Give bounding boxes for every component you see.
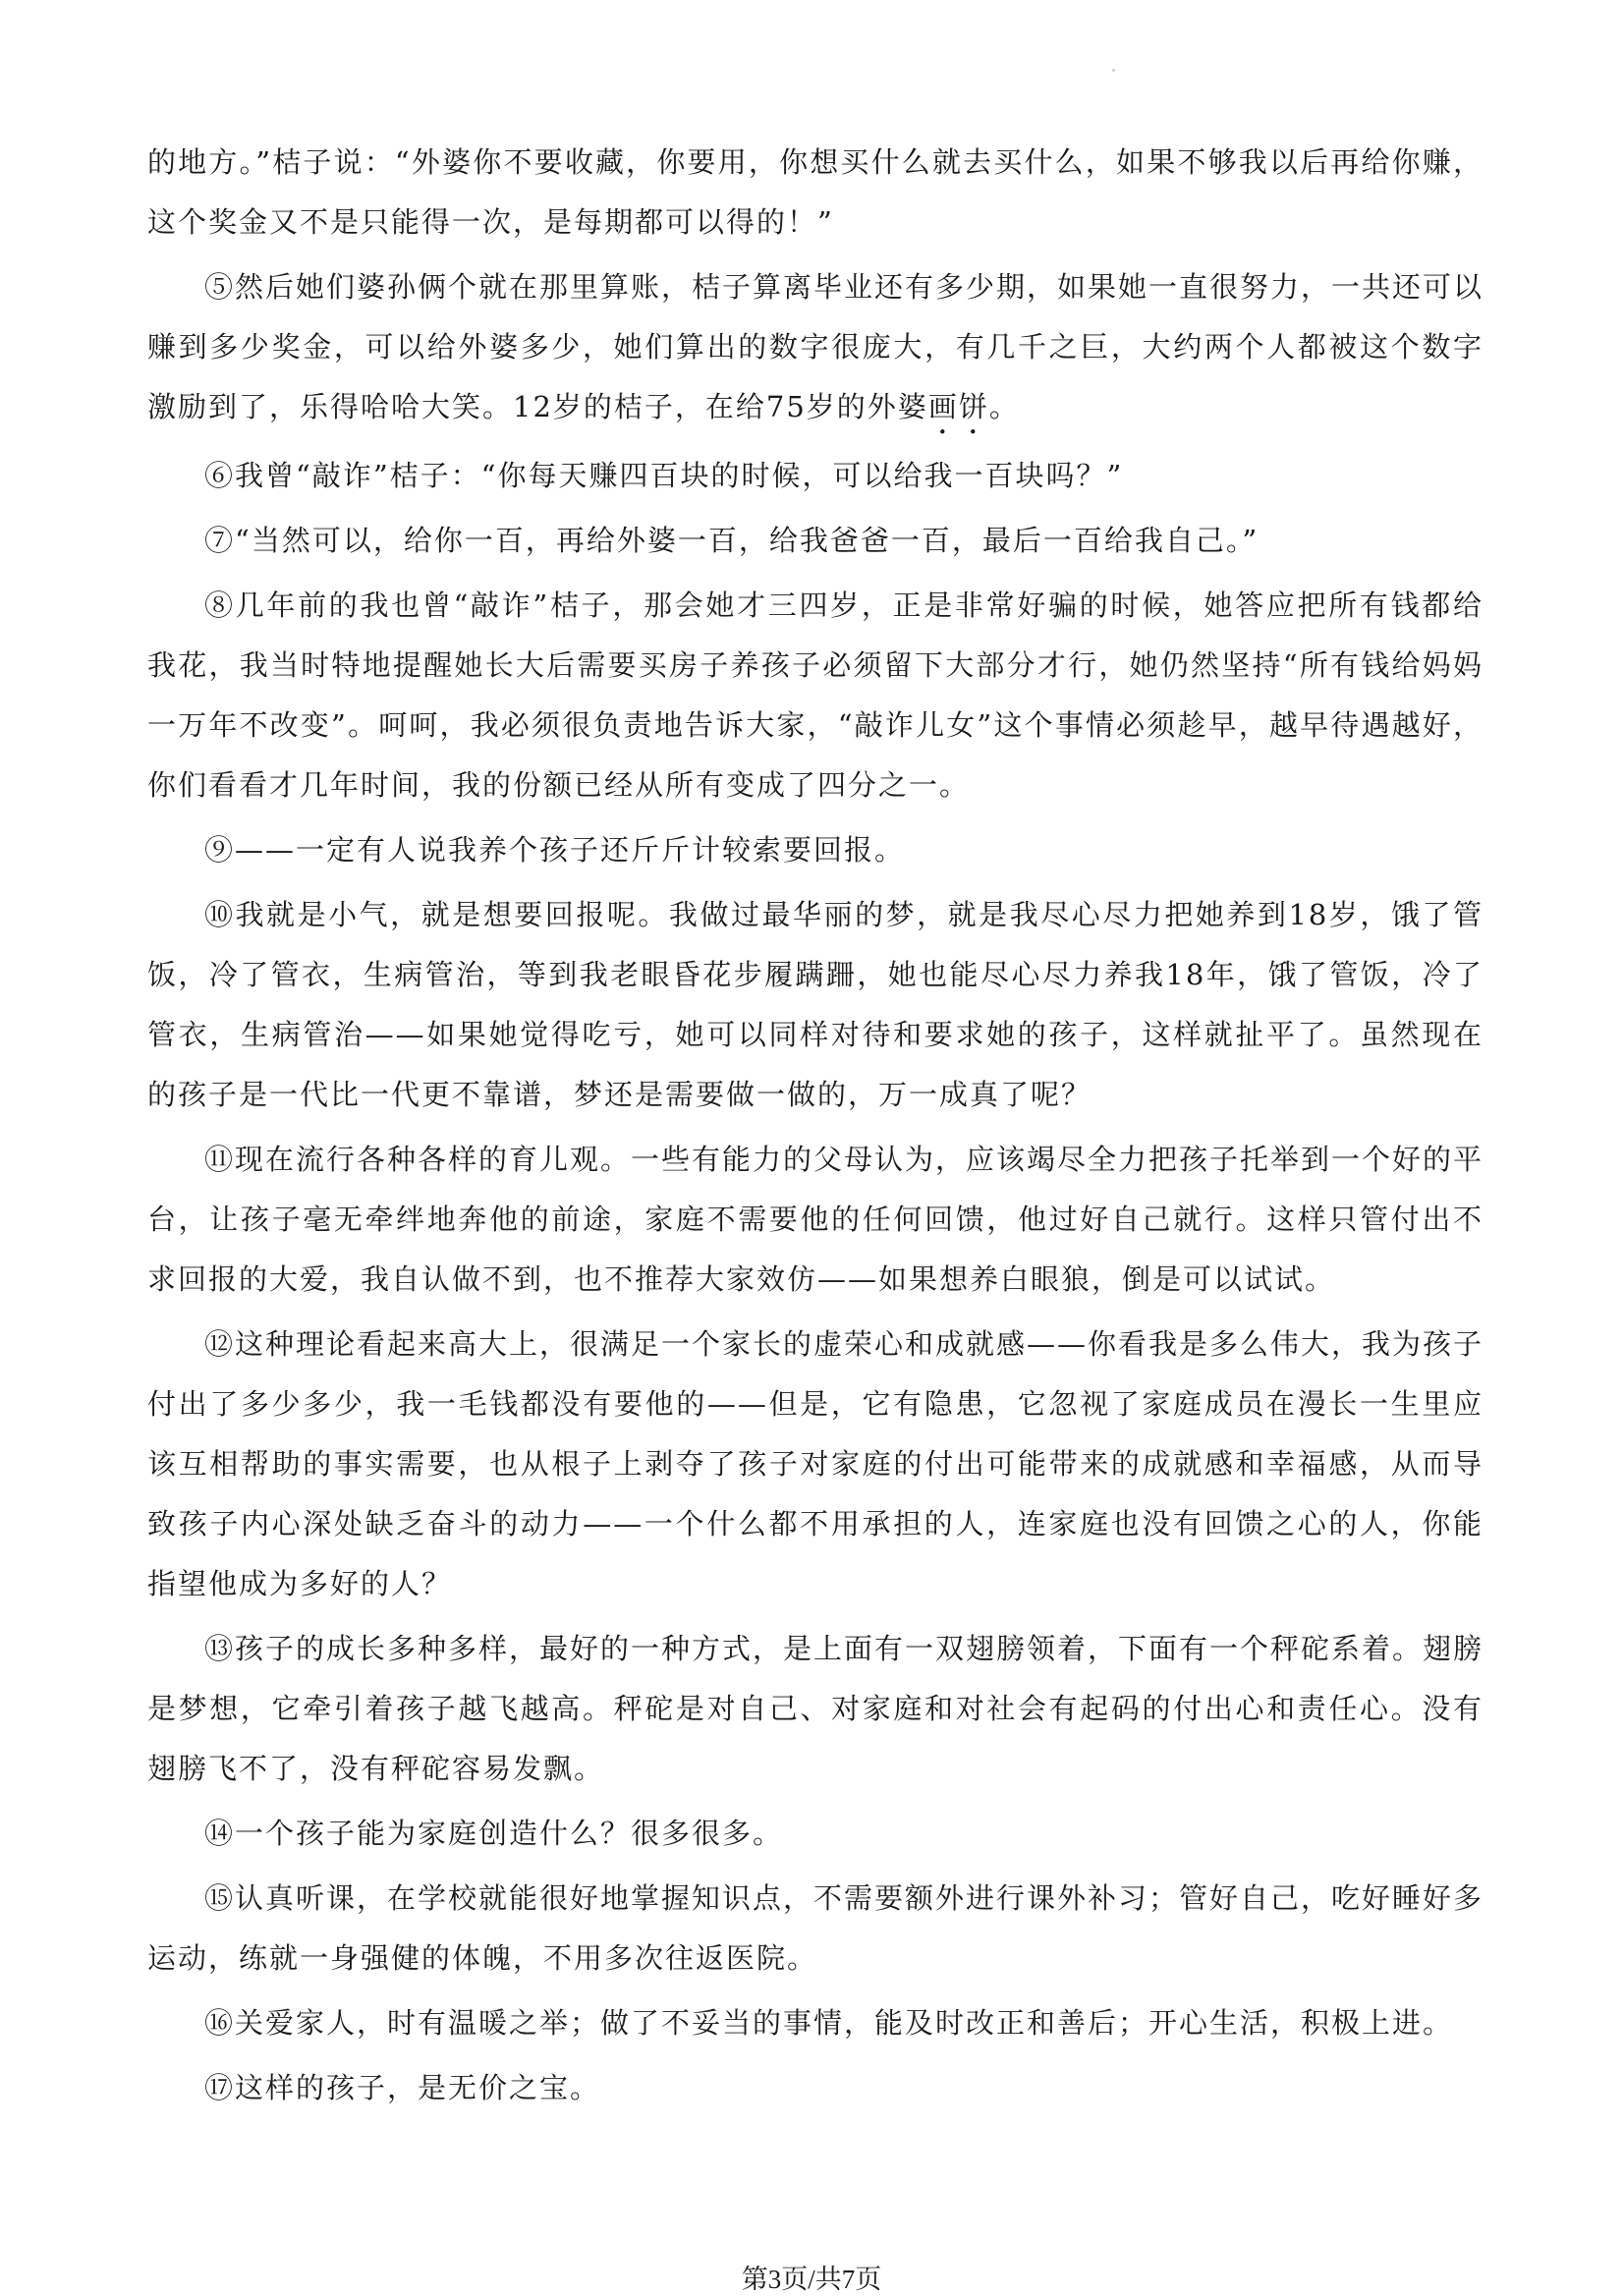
paragraph-5-text: ⑤然后她们婆孙俩个就在那里算账，桔子算离毕业还有多少期，如果她一直很努力，一共还可以赚到多少奖金，可以给外婆多少，她们算出的数字很庞大，有几千之巨，大约两个人都被这个数字激励到了，乐得哈哈大笑。12岁的桔子，在给75岁的外婆 [147, 270, 1484, 423]
scan-speck [1112, 69, 1115, 72]
article-body [147, 133, 1483, 2123]
paragraph-16: ⑯关爱家人，时有温暖之举；做了不妥当的事情，能及时改正和善后；开心生活，积极上进。 [204, 2006, 1454, 2040]
paragraph-5-tail: 。 [988, 390, 1020, 423]
paragraph-15: ⑮认真听课，在学校就能很好地掌握知识点，不需要额外进行课外补习；管好自己，吃好睡好多运动，练就一身强健的体魄，不用多次往返医院。 [147, 1881, 1484, 1975]
paragraph-9: ⑨——一定有人说我养个孩子还斤斤计较索要回报。 [204, 833, 906, 867]
paragraph-8: ⑧几年前的我也曾“敲诈”桔子，那会她才三四岁，正是非常好骗的时候，她答应把所有钱都给我花，我当时特地提醒她长大后需要买房子养孩子必须留下大部分才行，她仍然坚持“所有钱给妈妈一万年不改变”。呵呵，我必须很负责地告诉大家，“敲诈儿女”这个事情必须趁早，越早待遇越好，你们看看才几年时间，我的份额已经从所有变成了四分之一。 [147, 588, 1483, 802]
paragraph-7: ⑦“当然可以，给你一百，再给外婆一百，给我爸爸一百，最后一百给我自己。” [204, 524, 1259, 557]
emphasized-phrase: 画饼 [927, 390, 989, 423]
paragraph-14: ⑭一个孩子能为家庭创造什么？很多很多。 [204, 1817, 784, 1850]
page-number-footer: 第3页/共7页 [741, 2265, 882, 2294]
paragraph-5 [147, 257, 1483, 441]
paragraph-11: ⑪现在流行各种各样的育儿观。一些有能力的父母认为，应该竭尽全力把孩子托举到一个好的平台，让孩子毫无牵绊地奔他的前途，家庭不需要他的任何回馈，他过好自己就行。这样只管付出不求回报的大爱，我自认做不到，也不推荐大家效仿——如果想养白眼狼，倒是可以试试。 [147, 1143, 1484, 1296]
paragraph-17: ⑰这样的孩子，是无价之宝。 [204, 2071, 601, 2104]
paragraph-10: ⑩我就是小气，就是想要回报呢。我做过最华丽的梦，就是我尽心尽力把她养到18岁，饿了管饭，冷了管衣，生病管治，等到我老眼昏花步履蹒跚，她也能尽心尽力养我18年，饿了管饭，冷了管衣，生病管治——如果她觉得吃亏，她可以同样对待和要求她的孩子，这样就扯平了。虽然现在的孩子是一代比一代更不靠谱，梦还是需要做一做的，万一成真了呢？ [147, 898, 1483, 1111]
paragraph-continuation: 的地方。”桔子说：“外婆你不要收藏，你要用，你想买什么就去买什么，如果不够我以后再给你赚，这个奖金又不是只能得一次，是每期都可以得的！” [147, 145, 1483, 239]
paragraph-13: ⑬孩子的成长多种多样，最好的一种方式，是上面有一双翅膀领着，下面有一个秤砣系着。翅膀是梦想，它牵引着孩子越飞越高。秤砣是对自己、对家庭和对社会有起码的付出心和责任心。没有翅膀飞不了，没有秤砣容易发飘。 [147, 1632, 1484, 1785]
paragraph-6: ⑥我曾“敲诈”桔子：“你每天赚四百块的时候，可以给我一百块吗？” [204, 459, 1124, 492]
paragraph-12: ⑫这种理论看起来高大上，很满足一个家长的虚荣心和成就感——你看我是多么伟大，我为孩子付出了多少多少，我一毛钱都没有要他的——但是，它有隐患，它忽视了家庭成员在漫长一生里应该互相帮助的事实需要，也从根子上剥夺了孩子对家庭的付出可能带来的成就感和幸福感，从而导致孩子内心深处缺乏奋斗的动力——一个什么都不用承担的人，连家庭也没有回馈之心的人，你能指望他成为多好的人？ [147, 1327, 1484, 1600]
